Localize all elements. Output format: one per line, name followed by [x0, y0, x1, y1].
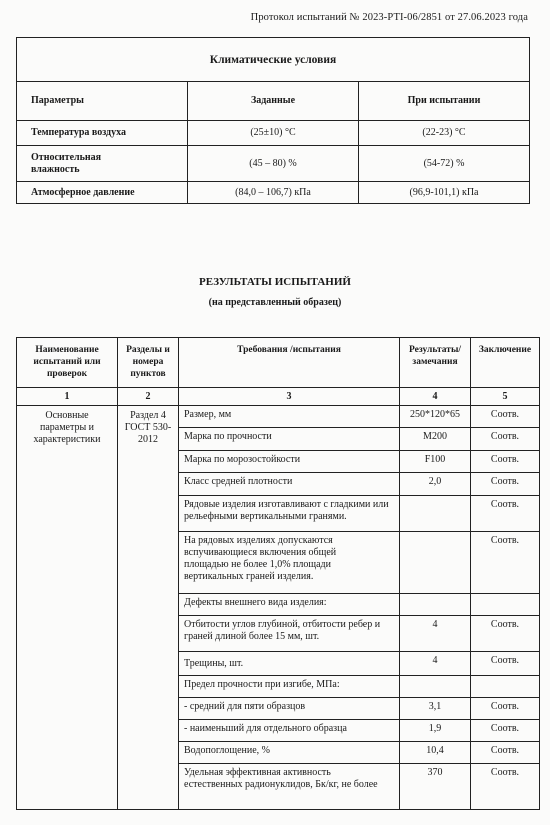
result-value: 250*120*65 — [400, 406, 471, 428]
requirement-text: - средний для пяти образцов — [179, 698, 400, 720]
conclusion-value: Соотв. — [471, 406, 540, 428]
group-section: Раздел 4 ГОСТ 530-2012 — [118, 406, 179, 810]
conclusion-value: Соотв. — [471, 451, 540, 473]
result-value: 1,9 — [400, 720, 471, 742]
conclusion-value: Соотв. — [471, 616, 540, 652]
climate-col-params: Параметры — [17, 82, 188, 121]
results-col-conclusion: Заключение — [471, 338, 540, 388]
results-col-name: Наименование испытаний или проверок — [17, 338, 118, 388]
result-value: 4 — [400, 652, 471, 676]
requirement-text: Класс средней плотности — [179, 473, 400, 496]
test-results-table — [16, 337, 540, 810]
conclusion-value: Соотв. — [471, 764, 540, 810]
result-value — [400, 532, 471, 594]
conclusion-value: Соотв. — [471, 742, 540, 764]
climate-actual-value: (96,9-101,1) кПа — [359, 182, 530, 204]
requirement-text: Удельная эффективная активность естественных радионуклидов, Бк/кг, не более — [179, 764, 400, 810]
conclusion-value: Соотв. — [471, 473, 540, 496]
climate-set-value: (45 – 80) % — [188, 146, 359, 182]
climate-col-actual: При испытании — [359, 82, 530, 121]
conclusion-value: Соотв. — [471, 496, 540, 532]
result-value: 10,4 — [400, 742, 471, 764]
climate-param: Температура воздуха — [17, 121, 188, 146]
protocol-header: Протокол испытаний № 2023-РТI-06/2851 от 27.06.2023 года — [250, 12, 528, 23]
result-value — [400, 594, 471, 616]
requirement-text: На рядовых изделиях допускаются вспучивающиеся включения общей площадью не более 1,0% площади вертикальных граней изделия. — [179, 532, 400, 594]
result-value: 370 — [400, 764, 471, 810]
conclusion-value: Соотв. — [471, 698, 540, 720]
climate-conditions-table — [16, 37, 530, 204]
column-number: 1 — [17, 388, 118, 406]
climate-param: Атмосферное давление — [17, 182, 188, 204]
requirement-text: Рядовые изделия изготавливают с гладкими или рельефными вертикальными гранями. — [179, 496, 400, 532]
climate-col-set: Заданные — [188, 82, 359, 121]
requirement-text: Трещины, шт. — [179, 652, 400, 676]
climate-table-title: Климатические условия — [17, 38, 530, 82]
results-subtitle: (на представленный образец) — [208, 297, 342, 308]
climate-set-value: (84,0 – 106,7) кПа — [188, 182, 359, 204]
result-value — [400, 676, 471, 698]
column-number: 5 — [471, 388, 540, 406]
column-number: 3 — [179, 388, 400, 406]
result-value: F100 — [400, 451, 471, 473]
conclusion-value — [471, 676, 540, 698]
requirement-text: Марка по прочности — [179, 428, 400, 451]
result-value: 2,0 — [400, 473, 471, 496]
requirement-text: Марка по морозостойкости — [179, 451, 400, 473]
climate-actual-value: (54-72) % — [359, 146, 530, 182]
climate-param: Относительная влажность — [17, 146, 188, 182]
conclusion-value: Соотв. — [471, 720, 540, 742]
requirement-text: Дефекты внешнего вида изделия: — [179, 594, 400, 616]
requirement-text: Размер, мм — [179, 406, 400, 428]
conclusion-value: Соотв. — [471, 652, 540, 676]
column-number: 4 — [400, 388, 471, 406]
results-col-section: Разделы и номера пунктов — [118, 338, 179, 388]
group-name: Основные параметры и характеристики — [17, 406, 118, 810]
results-col-results: Результаты/ замечания — [400, 338, 471, 388]
result-value: 3,1 — [400, 698, 471, 720]
column-number: 2 — [118, 388, 179, 406]
climate-set-value: (25±10) °С — [188, 121, 359, 146]
result-value: 4 — [400, 616, 471, 652]
result-value: М200 — [400, 428, 471, 451]
conclusion-value: Соотв. — [471, 428, 540, 451]
results-col-requirements: Требования /испытания — [179, 338, 400, 388]
requirement-text: Водопоглощение, % — [179, 742, 400, 764]
climate-actual-value: (22-23) °С — [359, 121, 530, 146]
requirement-text: Отбитости углов глубиной, отбитости ребер и граней длиной более 15 мм, шт. — [179, 616, 400, 652]
conclusion-value — [471, 594, 540, 616]
conclusion-value: Соотв. — [471, 532, 540, 594]
requirement-text: Предел прочности при изгибе, МПа: — [179, 676, 400, 698]
results-title: РЕЗУЛЬТАТЫ ИСПЫТАНИЙ — [199, 276, 351, 288]
requirement-text: - наименьший для отдельного образца — [179, 720, 400, 742]
result-value — [400, 496, 471, 532]
